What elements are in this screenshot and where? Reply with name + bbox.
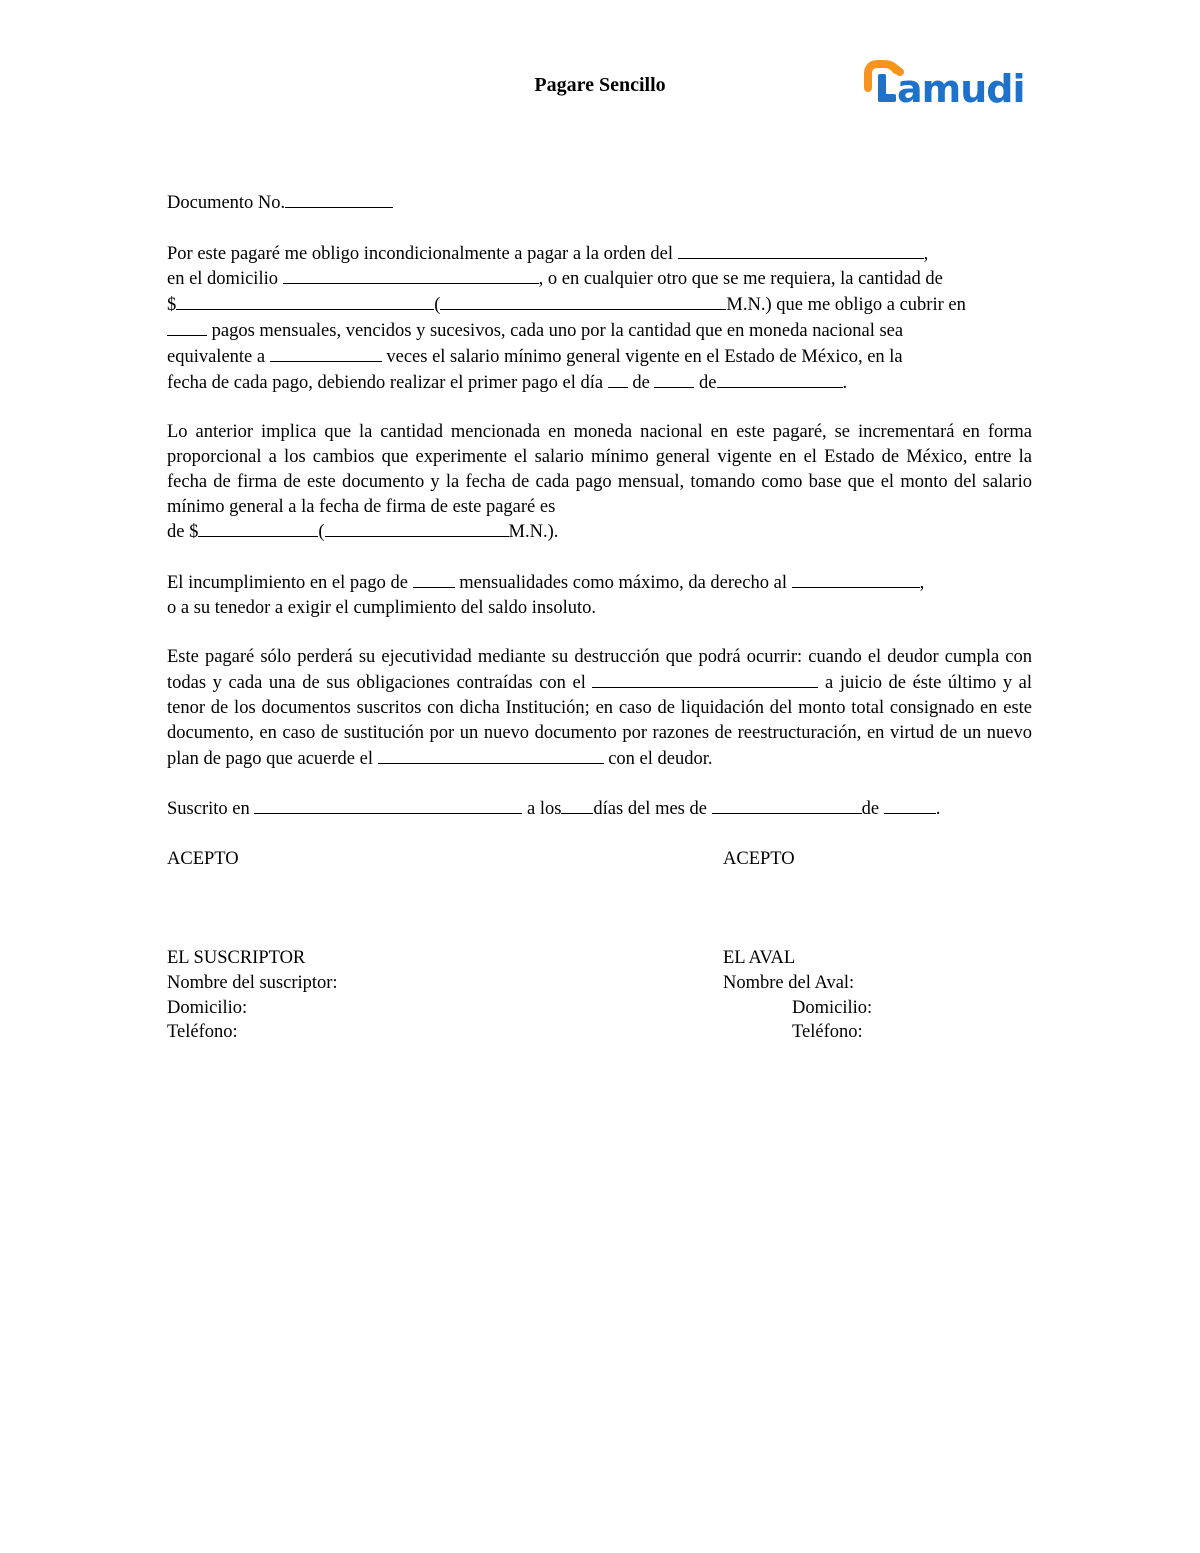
paragraph-text: ( [318,522,325,543]
paragraph-text: . [935,799,941,820]
beneficiary-blank[interactable] [792,570,920,588]
paragraph-default [167,570,1032,621]
paragraph-obligation [167,241,1032,396]
paragraph-text: de [627,372,655,393]
lamudi-logo-icon [862,58,1038,110]
paragraph-text: $ [167,295,177,316]
signed-place-blank[interactable] [254,796,522,814]
paragraph-text: ( [434,295,441,316]
debtor-phone-label: Teléfono: [167,1022,238,1043]
paragraph-text: de $ [167,522,199,543]
paragraph-text: mensualidades como máximo, da derecho al [454,572,792,593]
paragraph-text: equivalente a [167,346,270,367]
signed-day-blank[interactable] [561,796,593,814]
debtor-name-label: Nombre del suscriptor: [167,972,338,993]
lamudi-logo [862,58,1038,110]
paragraph-text: en el domicilio [167,269,283,290]
paragraph-text: Lo anterior implica que la cantidad mencionada en moneda nacional en este pagaré, se incrementará en forma proporcional a los cambios que experimente el salario mínimo general vigente en el Estado de México, entre la fecha de firma de este documento y la fecha de cada pago mensual, tomando como base que el monto del salario mínimo general a la fecha de firma de este pagaré es [167,422,1032,517]
role-row [167,946,1032,971]
debtor-accept-label: ACEPTO [167,848,239,869]
phone-row [167,1020,1032,1045]
paragraph-text: o a su tenedor a exigir el cumplimiento del saldo insoluto. [167,597,597,618]
paragraph-text: días del mes de [593,799,712,820]
paragraph-destruction [167,645,1032,771]
minimum-salary-number-blank[interactable] [198,519,318,537]
paragraph-adjustment [167,420,1032,545]
salary-multiplier-blank[interactable] [270,344,382,362]
address-blank[interactable] [283,266,539,284]
installments-blank[interactable] [413,570,455,588]
name-row [167,971,1032,996]
paragraph-text: Este pagaré sólo perderá su ejecutividad mediante su destrucción que podrá ocurrir: cuando el deudor cumpla con todas y cada una de sus obligaciones contraídas con el [167,647,1032,694]
paragraph-text: con el deudor. [603,748,713,769]
document-number-blank[interactable] [285,190,393,208]
signed-month-blank[interactable] [712,796,862,814]
first-payment-year-blank[interactable] [717,370,843,388]
document-number-line [167,190,1032,216]
paragraph-text: Suscrito en [167,799,255,820]
document-number-label: Documento No. [167,193,286,213]
payments-count-blank[interactable] [167,318,207,336]
document-body [167,190,1032,1045]
document-title: Pagare Sencillo [534,74,666,96]
paragraph-text: a juicio de éste último y al tenor de los documentos suscritos con dicha Institución; en caso de liquidación del monto total consignado en este documento, en caso de sustitución por un nuevo documento por razones de reestructuración, en virtud de un nuevo plan de pago que acuerde el [167,673,1033,769]
agreement-party-blank[interactable] [378,746,604,764]
svg-text:amudi: amudi [897,67,1025,110]
signed-year-blank[interactable] [884,796,936,814]
address-row [167,996,1032,1021]
paragraph-text: a los [522,799,562,820]
paragraph-text: , [919,572,925,593]
debtor-role-label: EL SUSCRIPTOR [167,947,306,968]
paragraph-text: M.N.) que me obligo a cubrir en [726,295,966,316]
paragraph-text: de [694,372,717,393]
paragraph-text: , o en cualquier otro que se me requiera, la cantidad de [538,269,943,290]
amount-number-blank[interactable] [176,292,434,310]
accept-row [167,847,1032,872]
first-payment-month-blank[interactable] [654,370,694,388]
guarantor-role-label: EL AVAL [723,947,796,968]
paragraph-text: Por este pagaré me obligo incondicionalmente a pagar a la orden del [167,243,678,264]
paragraph-text: M.N.). [508,522,559,543]
guarantor-address-label: Domicilio: [792,997,873,1018]
paragraph-text: pagos mensuales, vencidos y sucesivos, cada uno por la cantidad que en moneda nacional sea [207,320,904,341]
creditor-blank[interactable] [678,241,924,259]
guarantor-accept-label: ACEPTO [723,848,795,869]
guarantor-phone-label: Teléfono: [792,1022,863,1043]
signed-place-date-line [167,796,1032,822]
paragraph-text: de [861,799,884,820]
paragraph-text: . [842,372,848,393]
first-payment-day-blank[interactable] [608,370,628,388]
creditor-institution-blank[interactable] [592,670,818,688]
minimum-salary-words-blank[interactable] [325,519,509,537]
guarantor-name-label: Nombre del Aval: [723,972,855,993]
paragraph-text: fecha de cada pago, debiendo realizar el primer pago el día [167,372,608,393]
debtor-address-label: Domicilio: [167,997,248,1018]
paragraph-text: veces el salario mínimo general vigente en el Estado de México, en la [381,346,903,367]
paragraph-text: , [923,243,929,264]
paragraph-text: El incumplimiento en el pago de [167,572,413,593]
amount-words-blank[interactable] [440,292,726,310]
